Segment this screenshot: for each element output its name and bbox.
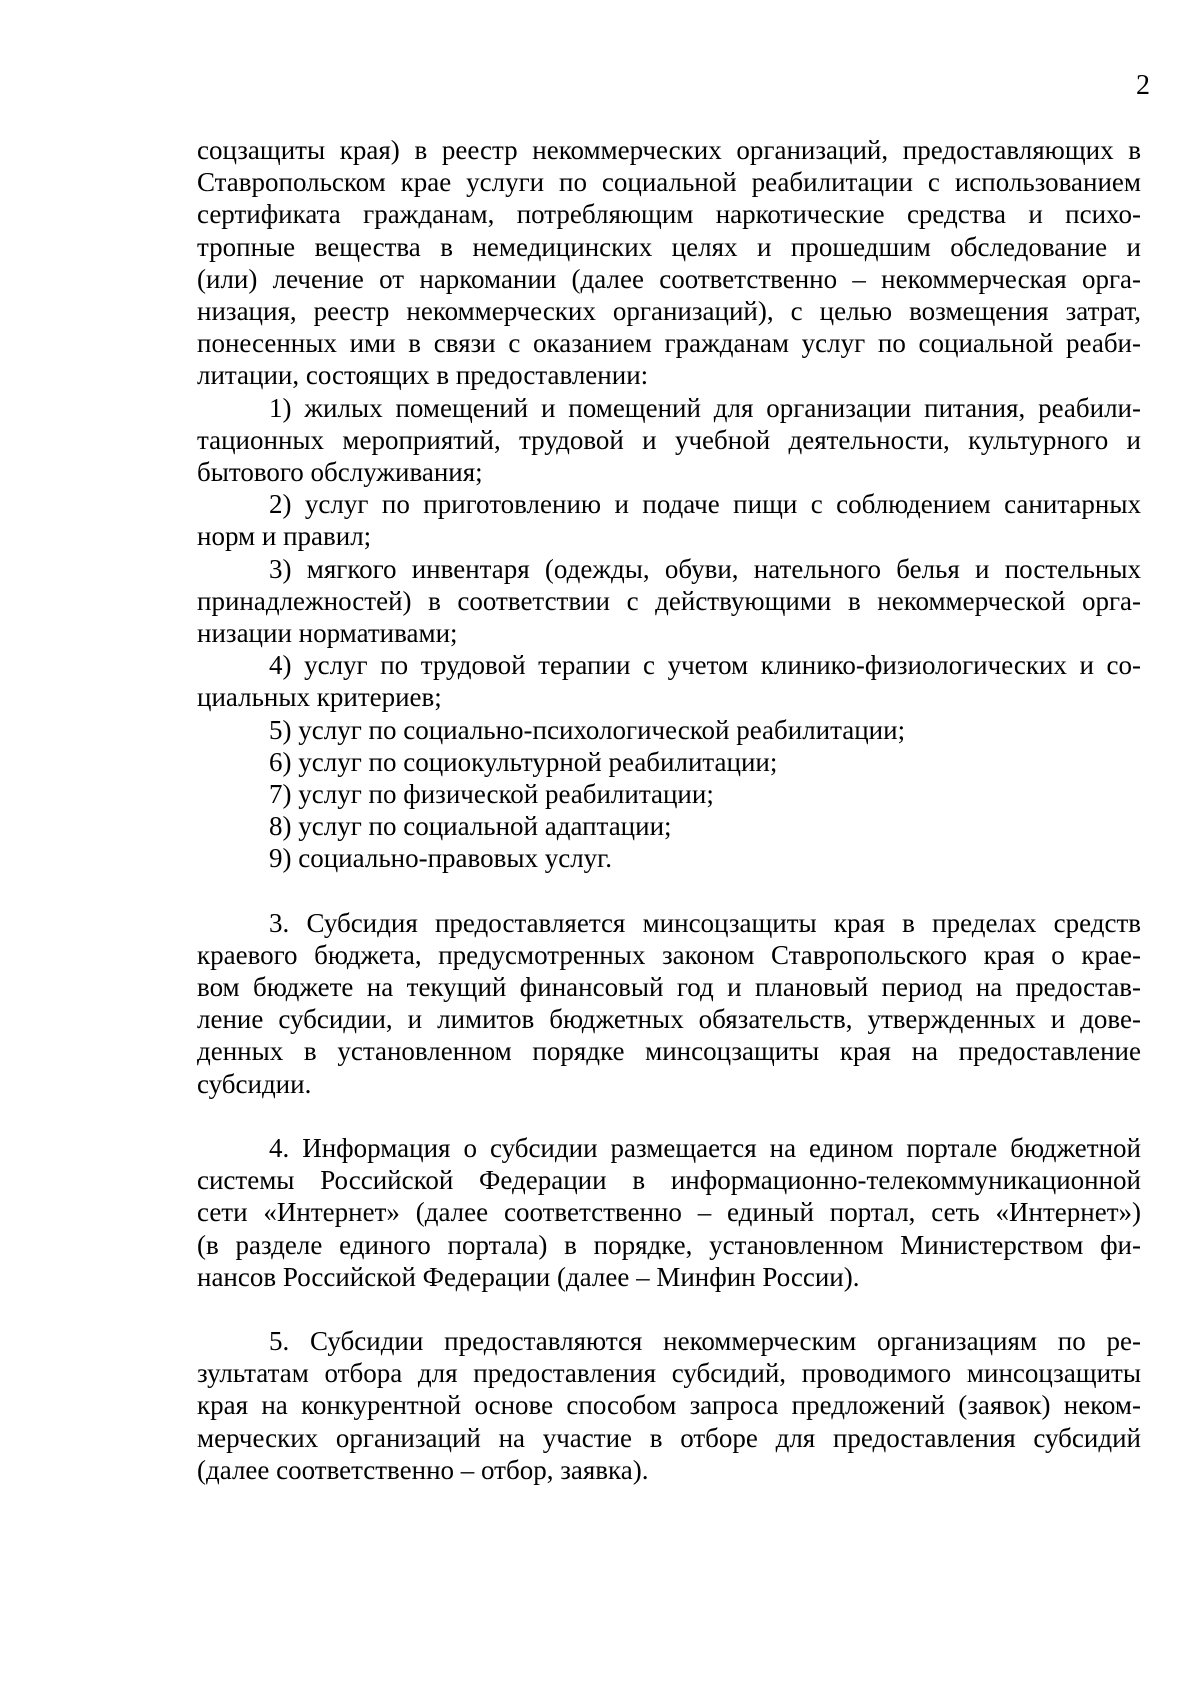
text-line: сертификата гражданам, потребляющим наркотические средства и психо- [197, 199, 1141, 230]
text-line: 9) социально-правовых услуг. [269, 843, 612, 874]
text-line: Ставропольском крае услуги по социальной реабилитации с использованием [197, 167, 1141, 198]
text-line: бытового обслуживания; [197, 457, 483, 488]
text-line: ление субсидии, и лимитов бюджетных обязательств, утвержденных и дове- [197, 1004, 1141, 1035]
text-line: 3. Субсидия предоставляется минсоцзащиты края в пределах средств [269, 907, 1141, 938]
text-line: края на конкурентной основе способом запроса предложений (заявок) неком- [197, 1390, 1141, 1421]
text-line: принадлежностей) в соответствии с действующими в некоммерческой орга- [197, 585, 1141, 616]
section-5-paragraph [197, 1325, 1141, 1486]
text-line: низация, реестр некоммерческих организаций), с целью возмещения затрат, [197, 296, 1141, 327]
text-line: 7) услуг по физической реабилитации; [269, 779, 714, 810]
page-number: 2 [1136, 70, 1150, 101]
text-line: циальных критериев; [197, 682, 442, 713]
text-line: (в разделе единого портала) в порядке, установленном Министерством фи- [197, 1229, 1141, 1260]
section-4-paragraph [197, 1132, 1141, 1293]
text-line: тропные вещества в немедицинских целях и прошедшим обследование и [197, 231, 1141, 262]
paragraph-gap [197, 1293, 1141, 1325]
text-line: 3) мягкого инвентаря (одежды, обуви, нательного белья и постельных [269, 553, 1141, 584]
text-line: сети «Интернет» (далее соответственно – единый портал, сеть «Интернет») [197, 1197, 1141, 1228]
list-item [197, 649, 1141, 713]
text-line: субсидии. [197, 1068, 312, 1099]
list-item [197, 746, 1141, 778]
text-line: (или) лечение от наркомании (далее соответственно – некоммерческая орга- [197, 263, 1141, 294]
section-3-paragraph [197, 907, 1141, 1100]
text-line: 8) услуг по социальной адаптации; [269, 811, 672, 842]
list-item [197, 778, 1141, 810]
text-line: 5) услуг по социально-психологической реабилитации; [269, 714, 906, 745]
list-item [197, 842, 1141, 874]
document-body [197, 134, 1141, 1486]
paragraph-gap [197, 875, 1141, 907]
text-line: понесенных ими в связи с оказанием гражданам услуг по социальной реаби- [197, 328, 1141, 359]
text-line: (далее соответственно – отбор, заявка). [197, 1454, 649, 1485]
text-line: норм и правил; [197, 521, 372, 552]
text-line: краевого бюджета, предусмотренных законом Ставропольского края о крае- [197, 939, 1141, 970]
list-item [197, 553, 1141, 650]
text-line: 5. Субсидии предоставляются некоммерческим организациям по ре- [269, 1325, 1141, 1356]
text-line: системы Российской Федерации в информационно-телекоммуникационной [197, 1165, 1141, 1196]
text-line: 2) услуг по приготовлению и подаче пищи с соблюдением санитарных [269, 489, 1141, 520]
text-line: зультатам отбора для предоставления субсидий, проводимого минсоцзащиты [197, 1358, 1141, 1389]
text-line: вом бюджете на текущий финансовый год и плановый период на предостав- [197, 972, 1141, 1003]
list-item [197, 488, 1141, 552]
text-line: нансов Российской Федерации (далее – Минфин России). [197, 1261, 860, 1292]
list-item [197, 810, 1141, 842]
text-line: 6) услуг по социокультурной реабилитации; [269, 746, 778, 777]
text-line: низации нормативами; [197, 618, 458, 649]
paragraph-gap [197, 1100, 1141, 1132]
list-item [197, 714, 1141, 746]
text-line: 1) жилых помещений и помещений для организации питания, реабили- [269, 392, 1141, 423]
list-item [197, 392, 1141, 489]
text-line: 4) услуг по трудовой терапии с учетом клинико-физиологических и со- [269, 650, 1141, 681]
text-line: денных в установленном порядке минсоцзащиты края на предоставление [197, 1036, 1141, 1067]
text-line: тационных мероприятий, трудовой и учебной деятельности, культурного и [197, 424, 1141, 455]
text-line: 4. Информация о субсидии размещается на едином портале бюджетной [269, 1132, 1141, 1163]
intro-paragraph [197, 134, 1141, 392]
text-line: соцзащиты края) в реестр некоммерческих организаций, предоставляющих в [197, 135, 1141, 165]
text-line: мерческих организаций на участие в отборе для предоставления субсидий [197, 1422, 1141, 1453]
text-line: литации, состоящих в предоставлении: [197, 360, 649, 391]
